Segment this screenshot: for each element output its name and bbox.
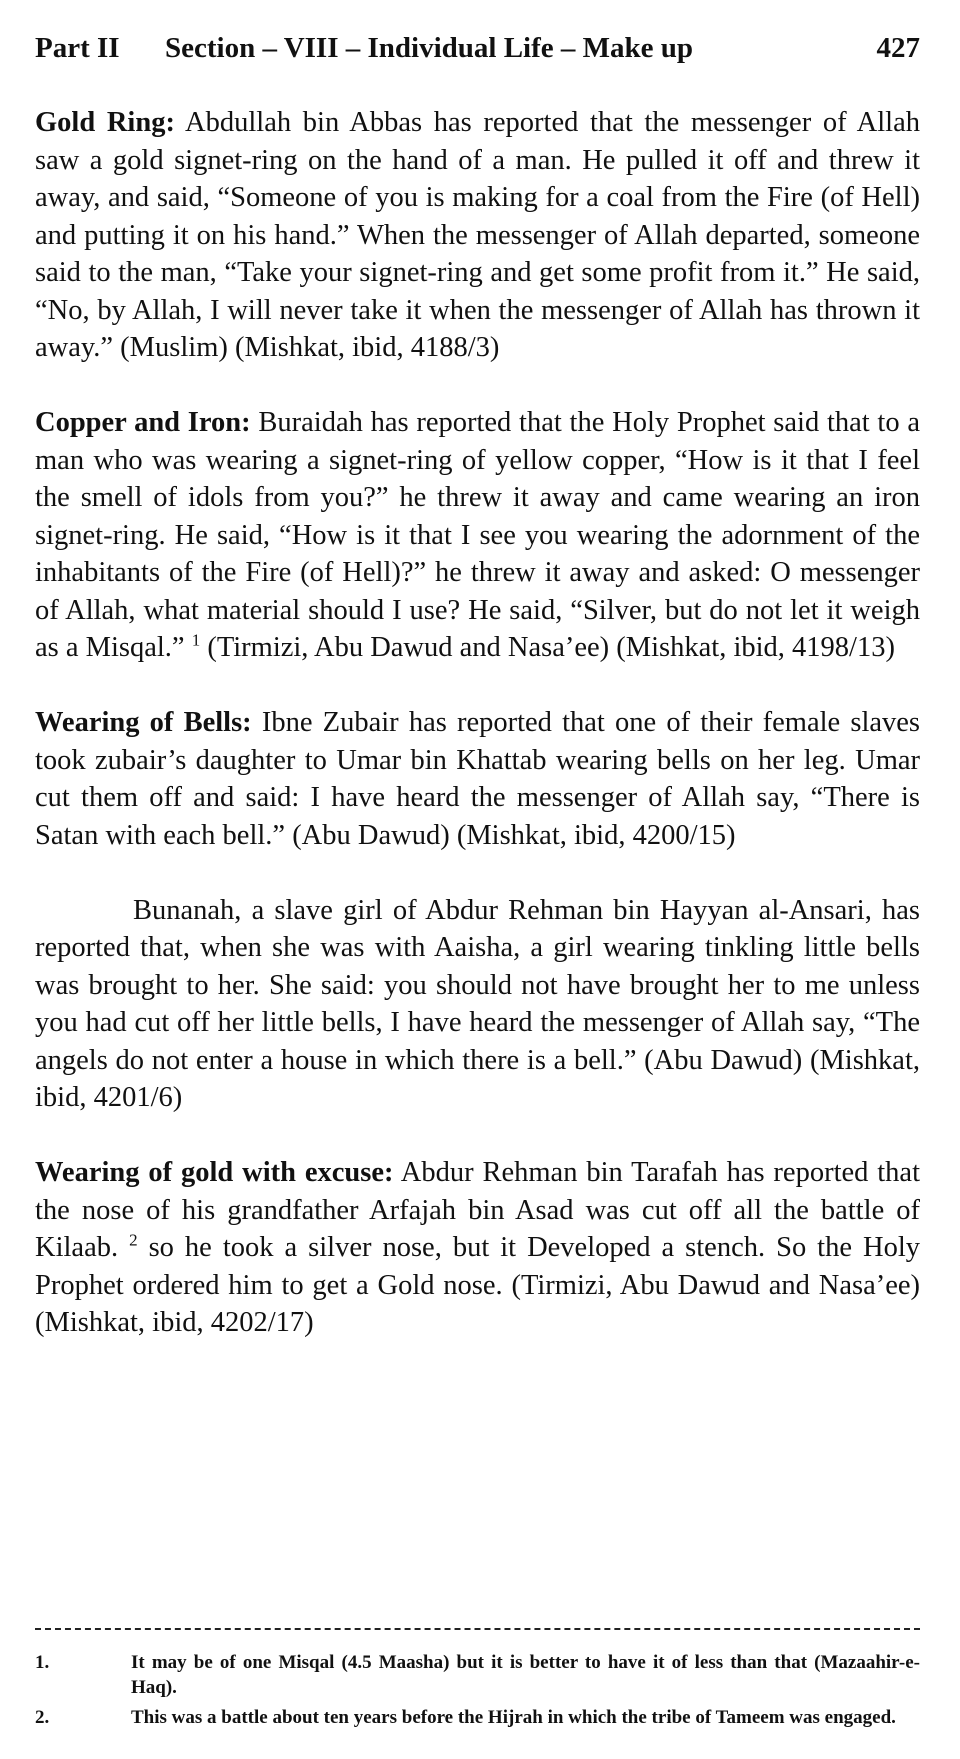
footnote — [35, 1705, 920, 1730]
paragraph-gold-excuse — [35, 1154, 920, 1342]
page-number: 427 — [876, 32, 920, 64]
paragraph-text: Bunanah, a slave girl of Abdur Rehman bin Hayyan al-Ansari, has reported that, when she was with Aaisha, a girl wearing tinkling little bells was brought to her. She said: you should not have brought her to me unless you had cut off her little bells, I have heard the messenger of Allah say, “The angels do not enter a house in which there is a bell.” (Abu Dawud) (Mishkat, ibid, 4201/6) — [35, 894, 920, 1113]
paragraph-copper-iron — [35, 404, 920, 667]
paragraph-text-cont: so he took a silver nose, but it Developed a stench. So the Holy Prophet ordered him to get a Gold nose. (Tirmizi, Abu Dawud and Nasa’ee) (Mishkat, ibid, 4202/17) — [35, 1232, 921, 1338]
footnote-number: 2. — [35, 1707, 50, 1728]
part-label: Part II — [35, 32, 120, 64]
footnote — [35, 1650, 920, 1700]
footnote-ref: 1 — [191, 630, 201, 650]
paragraph-bunanah — [35, 892, 920, 1117]
paragraph-text: Buraidah has reported that the Holy Prophet said that to a man who was wearing a signet-ring of yellow copper, “How is it that I feel the smell of idols from you?” he threw it away and came wearing an iron signet-ring. He said, “How is it that I see you wearing the adornment of the inhabitants of the Fire (of Hell)?” he threw it away and asked: O messenger of Allah, what material should I use? He said, “Silver, but do not let it weigh as a Misqal.” — [35, 407, 921, 663]
paragraph-text: Abdullah bin Abbas has reported that the messenger of Allah saw a gold signet-ring on the hand of a man. He pulled it off and threw it away, and said, “Someone of you is making for a coal from the Fire (of Hell) and putting it on his hand.” When the messenger of Allah departed, someone said to the man, “Take your signet-ring and get some profit from it.” He said, “No, by Allah, I will never take it when the messenger of Allah has thrown it away.” (Muslim) (Mishkat, ibid, 4188/3) — [35, 107, 920, 363]
footnotes — [35, 1650, 920, 1735]
paragraph-text: Ibne Zubair has reported that one of their female slaves took zubair’s daughter to Umar bin Khattab wearing bells on her leg. Umar cut them off and said: I have heard the messenger of Allah say, “There is Satan with each bell.” (Abu Dawud) (Mishkat, ibid, 4200/15) — [35, 707, 921, 851]
page-header — [35, 28, 920, 68]
paragraph-heading: Copper and Iron: — [35, 407, 251, 438]
page-body — [35, 104, 920, 1379]
paragraph-gold-ring — [35, 104, 920, 367]
paragraph-text: Abdur Rehman bin Tarafah has reported that the nose of his grandfather Arfajah bin Asad was cut off all the battle of Kilaab. — [35, 1157, 920, 1263]
footnote-text: This was a battle about ten years before the Hijrah in which the tribe of Tameem was engaged. — [131, 1707, 896, 1728]
footnote-ref: 2 — [129, 1230, 138, 1250]
paragraph-heading: Gold Ring: — [35, 107, 175, 138]
paragraph-heading: Wearing of Bells: — [35, 707, 252, 738]
footnote-number: 1. — [35, 1652, 50, 1673]
paragraph-text-cont: (Tirmizi, Abu Dawud and Nasa’ee) (Mishkat, ibid, 4198/13) — [207, 632, 895, 663]
paragraph-heading: Wearing of gold with excuse: — [35, 1157, 394, 1188]
section-title: Section – VIII – Individual Life – Make up — [165, 32, 694, 64]
paragraph-wearing-bells — [35, 704, 920, 854]
footnote-text: It may be of one Misqal (4.5 Maasha) but it is better to have it of less than that (Mazaahir-e-Haq). — [131, 1652, 920, 1698]
footnote-separator — [35, 1628, 920, 1630]
